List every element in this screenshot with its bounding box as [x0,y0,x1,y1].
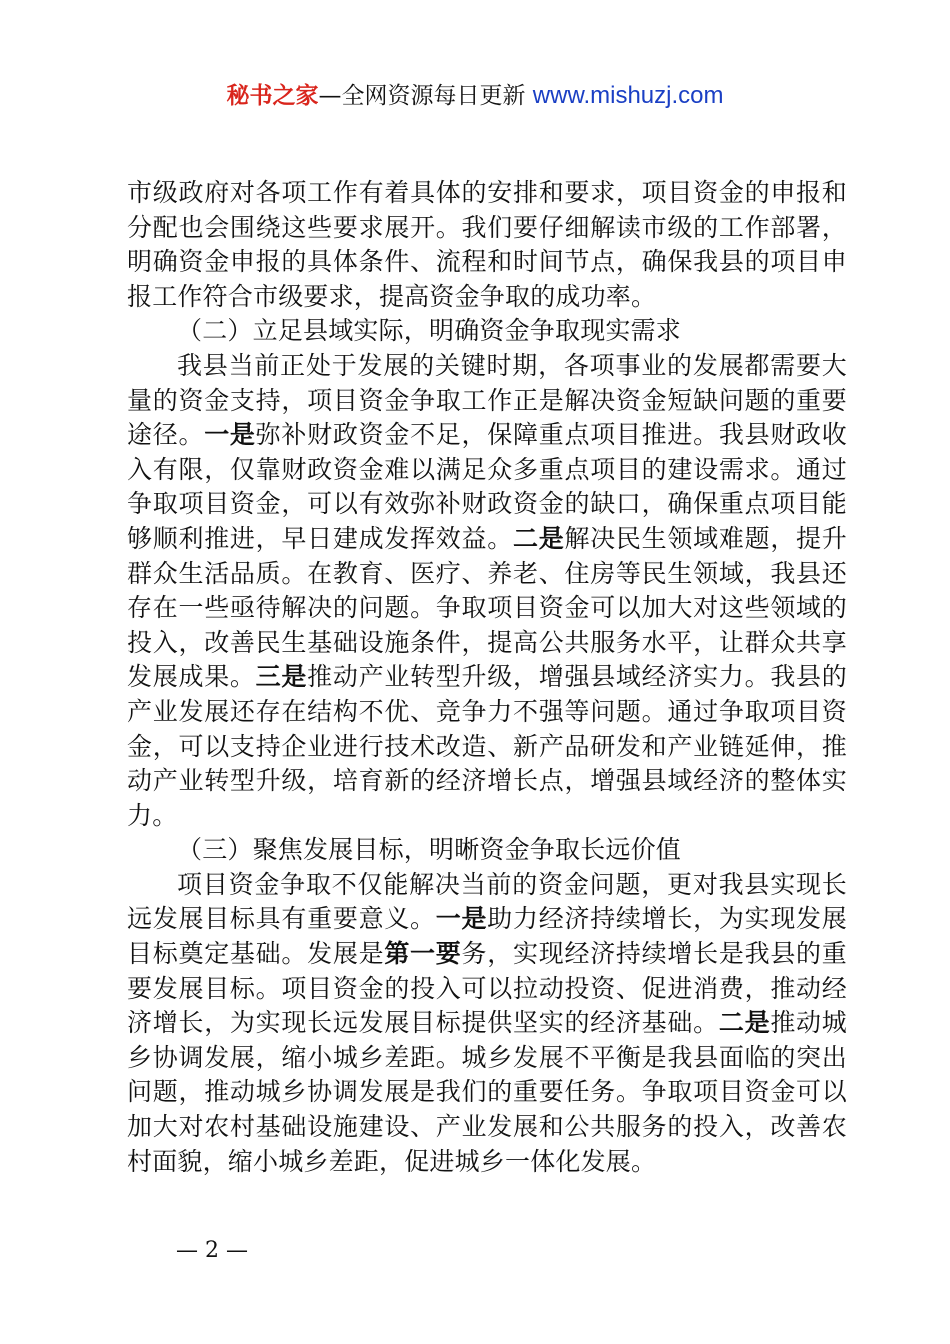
paragraph-text: 弥补财政资金不足，保障重点项目推进。我县财政收入有限，仅靠财政资金难以满足众多重点项目的建设需求。通过争取项目资金，可以有效弥补财政资金的缺口，确保重点项目能够顺利推进，早日建成发挥效益。 [127,420,847,553]
paragraph-text: 市级政府对各项工作有着具体的安排和要求，项目资金的申报和分配也会围绕这些要求展开。我们要仔细解读市级的工作部署，明确资金申报的具体条件、流程和时间节点，确保我县的项目申报工作符合市级要求，提高资金争取的成功率。 [127,178,847,311]
bold-keyword: 一是 [435,904,488,934]
bold-keyword: 三是 [255,662,308,692]
paragraph-text: 务，实现经济持续增长是我县的重要发展目标。项目资金的投入可以拉动投资、促进消费，推动经济增长，为实现长远发展目标提供坚实的经济基础。 [127,939,847,1038]
paragraph-section-2 [127,349,847,833]
document-body [127,176,847,1179]
brand-name: 秘书之家 [226,83,319,109]
site-url-link[interactable]: www.mishuzj.com [532,82,724,109]
paragraph-text: 我县当前正处于发展的关键时期，各项事业的发展都需要大量的资金支持，项目资金争取工作正是解决资金短缺问题的重要途径。 [127,350,847,450]
section-heading-3 [127,833,847,868]
heading-text: （二）立足县域实际，明确资金争取现实需求 [177,316,682,346]
bold-keyword: 第一要 [384,939,462,969]
bold-keyword: 二是 [718,1008,771,1038]
paragraph-text: 项目资金争取不仅能解决当前的资金问题，更对我县实现长远发展目标具有重要意义。 [127,869,847,934]
heading-text: （三）聚焦发展目标，明晰资金争取长远价值 [177,835,682,865]
paragraph-text: 助力经济持续增长，为实现发展目标奠定基础。发展是 [127,904,847,969]
section-heading-2 [127,314,847,349]
banner-tagline: —全网资源每日更新 [318,83,526,109]
bold-keyword: 一是 [204,420,256,450]
site-banner [0,78,950,114]
paragraph-text: 解决民生领域难题，提升群众生活品质。在教育、医疗、养老、住房等民生领域，我县还存在一些亟待解决的问题。争取项目资金可以加大对这些领域的投入，改善民生基础设施条件，提高公共服务水平，让群众共享发展成果。 [127,523,847,692]
paragraph-continued [127,176,847,314]
paragraph-section-3 [127,868,847,1179]
paragraph-text: 推动产业转型升级，增强县域经济实力。我县的产业发展还存在结构不优、竞争力不强等问题。通过争取项目资金，可以支持企业进行技术改造、新产品研发和产业链延伸，推动产业转型升级，培育新的经济增长点，增强县域经济的整体实力。 [127,662,847,830]
bold-keyword: 二是 [513,523,565,553]
page-number: — 2 — [176,1238,248,1263]
paragraph-text: 推动城乡协调发展，缩小城乡差距。城乡发展不平衡是我县面临的突出问题，推动城乡协调发展是我们的重要任务。争取项目资金可以加大对农村基础设施建设、产业发展和公共服务的投入，改善农村面貌，缩小城乡差距，促进城乡一体化发展。 [127,1008,847,1176]
